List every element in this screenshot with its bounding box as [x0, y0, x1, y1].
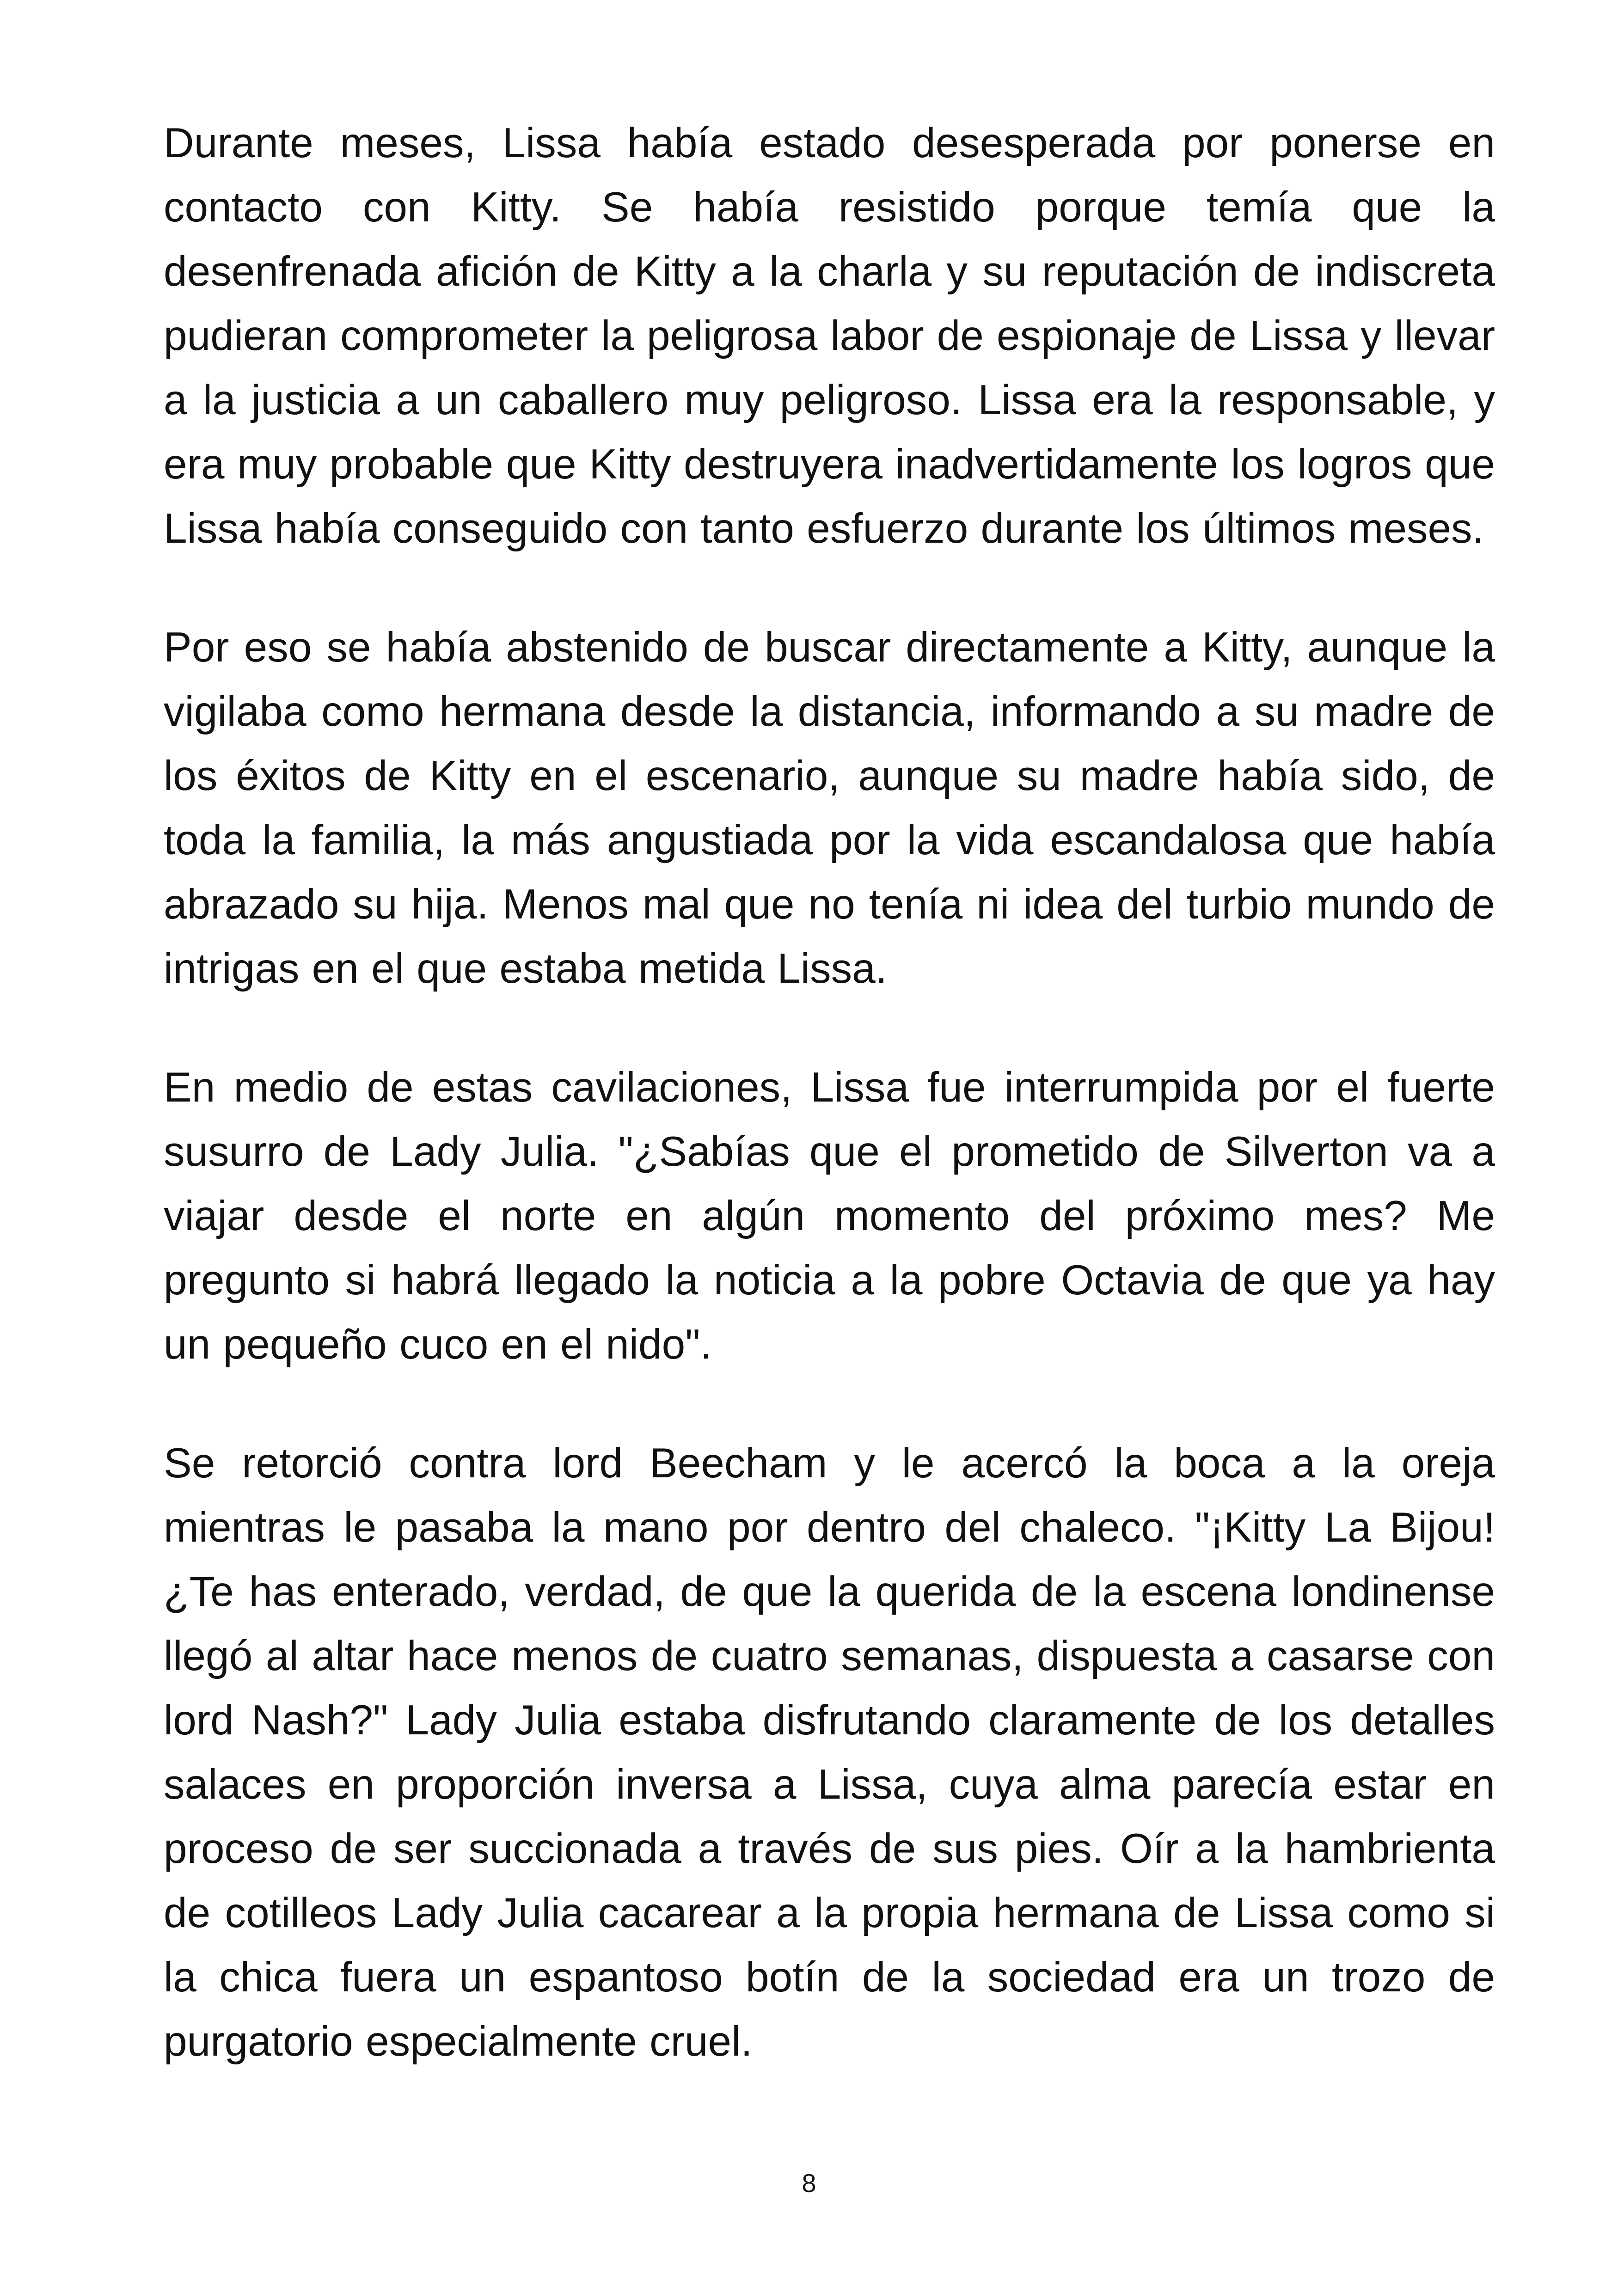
page-number: 8	[802, 2168, 816, 2198]
paragraph-1: Durante meses, Lissa había estado desesperada por ponerse en contacto con Kitty. Se había resistido porque temía que la desenfrenada afición de Kitty a la charla y su reputación de indiscreta pudieran comprometer la peligrosa labor de espionaje de Lissa y llevar a la justicia a un caballero muy peligroso. Lissa era la responsable, y era muy probable que Kitty destruyera inadvertidamente los logros que Lissa había conseguido con tanto esfuerzo durante los últimos meses.	[164, 120, 1495, 552]
paragraph-3: En medio de estas cavilaciones, Lissa fue interrumpida por el fuerte susurro de Lady Julia. "¿Sabías que el prometido de Silverton va a viajar desde el norte en algún momento del próximo mes? Me pregunto si habrá llegado la noticia a la pobre Octavia de que ya hay un pequeño cuco en el nido".	[164, 1064, 1495, 1368]
body-text	[164, 111, 1495, 2128]
paragraph-2: Por eso se había abstenido de buscar directamente a Kitty, aunque la vigilaba como hermana desde la distancia, informando a su madre de los éxitos de Kitty en el escenario, aunque su madre había sido, de toda la familia, la más angustiada por la vida escandalosa que había abrazado su hija. Menos mal que no tenía ni idea del turbio mundo de intrigas en el que estaba metida Lissa.	[164, 624, 1495, 992]
paragraph-4: Se retorció contra lord Beecham y le acercó la boca a la oreja mientras le pasaba la mano por dentro del chaleco. "¡Kitty La Bijou! ¿Te has enterado, verdad, de que la querida de la escena londinense llegó al altar hace menos de cuatro semanas, dispuesta a casarse con lord Nash?" Lady Julia estaba disfrutando claramente de los detalles salaces en proporción inversa a Lissa, cuya alma parecía estar en proceso de ser succionada a través de sus pies. Oír a la hambrienta de cotilleos Lady Julia cacarear a la propia hermana de Lissa como si la chica fuera un espantoso botín de la sociedad era un trozo de purgatorio especialmente cruel.	[164, 1440, 1495, 2065]
